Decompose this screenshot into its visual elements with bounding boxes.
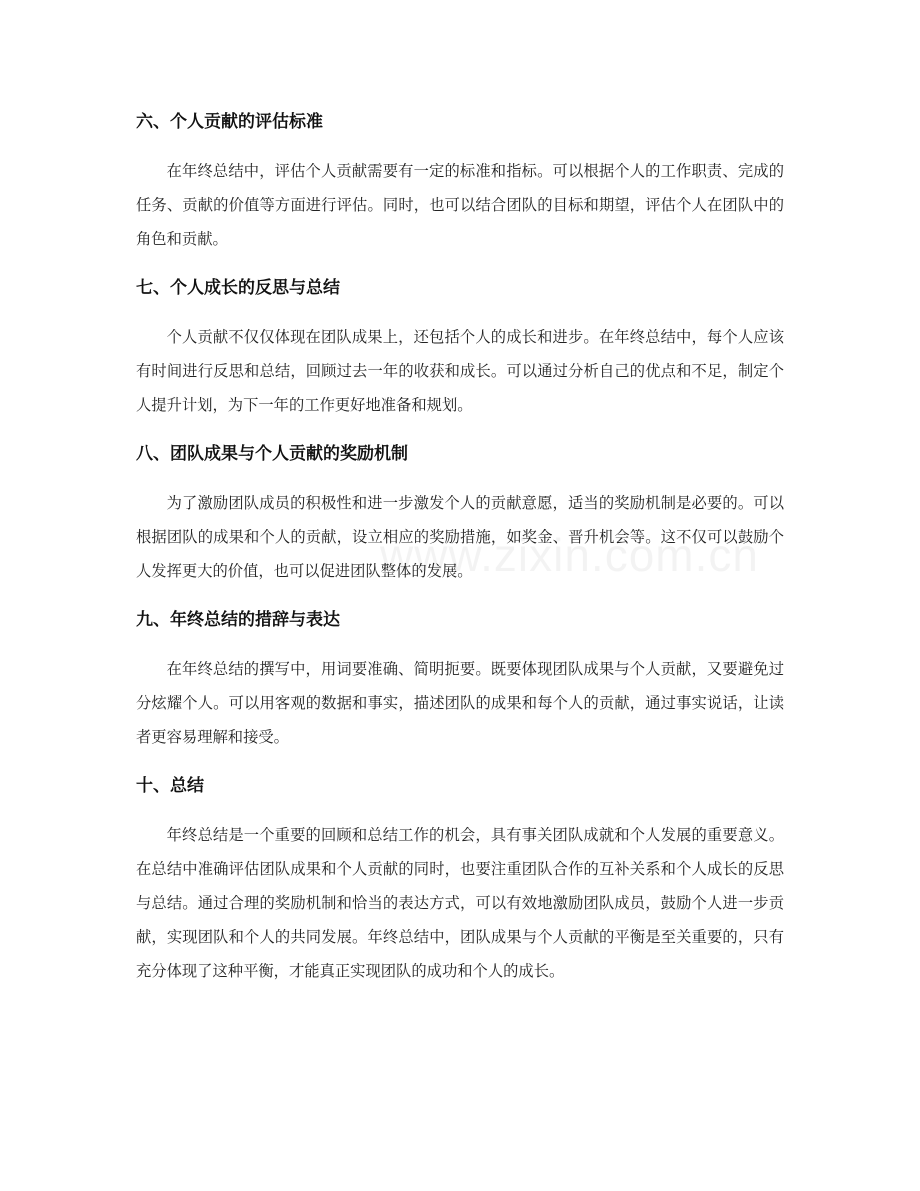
section-heading: 九、年终总结的措辞与表达 bbox=[136, 610, 340, 630]
section-10 bbox=[136, 768, 784, 988]
section-6 bbox=[136, 104, 784, 256]
section-heading: 七、个人成长的反思与总结 bbox=[136, 278, 340, 298]
document-body bbox=[136, 104, 784, 988]
section-8 bbox=[136, 436, 784, 588]
section-paragraph: 在年终总结中，评估个人贡献需要有一定的标准和指标。可以根据个人的工作职责、完成的任务、贡献的价值等方面进行评估。同时，也可以结合团队的目标和期望，评估个人在团队中的角色和贡献。 bbox=[136, 162, 784, 248]
section-heading: 八、团队成果与个人贡献的奖励机制 bbox=[136, 444, 408, 464]
section-heading: 十、总结 bbox=[136, 776, 204, 796]
section-paragraph: 为了激励团队成员的积极性和进一步激发个人的贡献意愿，适当的奖励机制是必要的。可以根据团队的成果和个人的贡献，设立相应的奖励措施，如奖金、晋升机会等。这不仅可以鼓励个人发挥更大的价值，也可以促进团队整体的发展。 bbox=[136, 494, 784, 580]
section-paragraph: 在年终总结的撰写中，用词要准确、简明扼要。既要体现团队成果与个人贡献，又要避免过分炫耀个人。可以用客观的数据和事实，描述团队的成果和每个人的贡献，通过事实说话，让读者更容易理解和接受。 bbox=[136, 660, 784, 746]
section-7 bbox=[136, 270, 784, 422]
section-heading: 六、个人贡献的评估标准 bbox=[136, 112, 323, 132]
section-9 bbox=[136, 602, 784, 754]
section-paragraph: 个人贡献不仅仅体现在团队成果上，还包括个人的成长和进步。在年终总结中，每个人应该有时间进行反思和总结，回顾过去一年的收获和成长。可以通过分析自己的优点和不足，制定个人提升计划，为下一年的工作更好地准备和规划。 bbox=[136, 328, 784, 414]
section-paragraph: 年终总结是一个重要的回顾和总结工作的机会，具有事关团队成就和个人发展的重要意义。在总结中准确评估团队成果和个人贡献的同时，也要注重团队合作的互补关系和个人成长的反思与总结。通过合理的奖励机制和恰当的表达方式，可以有效地激励团队成员，鼓励个人进一步贡献，实现团队和个人的共同发展。年终总结中，团队成果与个人贡献的平衡是至关重要的，只有充分体现了这种平衡，才能真正实现团队的成功和个人的成长。 bbox=[136, 826, 784, 980]
